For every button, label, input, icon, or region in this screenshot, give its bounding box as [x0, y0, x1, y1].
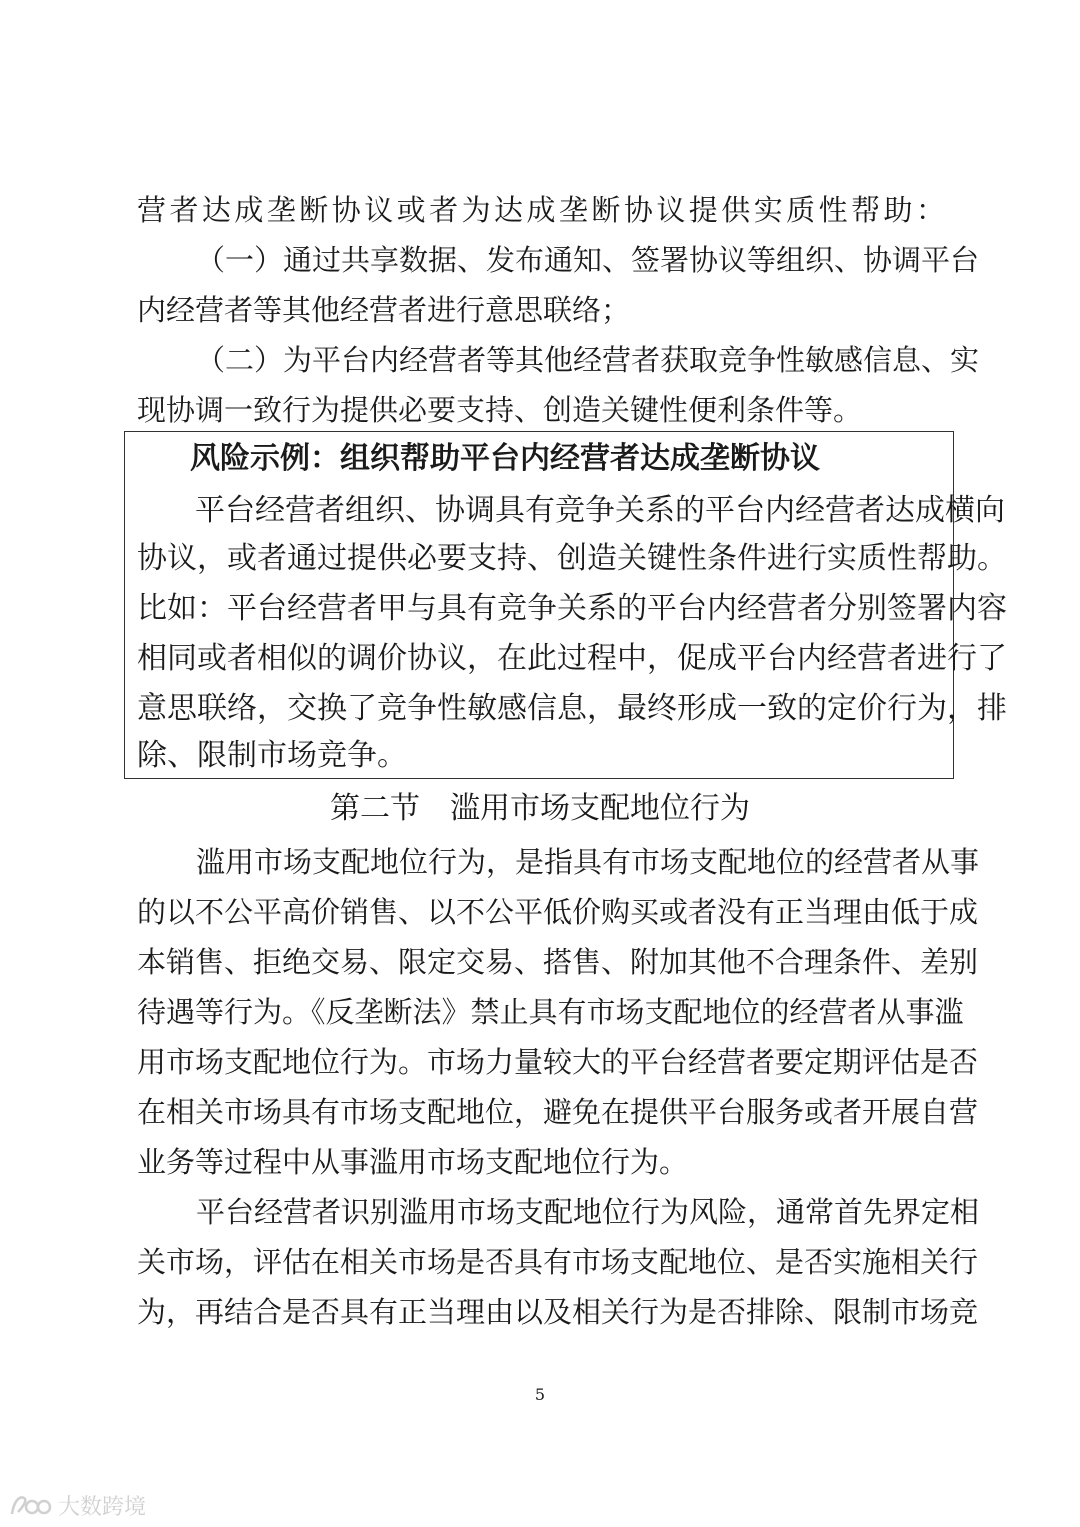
- page-number: 5: [534, 1385, 546, 1404]
- risk-example-line: 协议，或者通过提供必要支持、创造关键性条件进行实质性帮助。: [137, 541, 1007, 576]
- body-line: 的以不公平高价销售、以不公平低价购买或者没有正当理由低于成: [137, 895, 979, 929]
- body-line: 现协调一致行为提供必要支持、创造关键性便利条件等。: [137, 393, 863, 427]
- risk-example-line: 相同或者相似的调价协议，在此过程中，促成平台内经营者进行了: [137, 641, 1007, 676]
- body-line: 本销售、拒绝交易、限定交易、搭售、附加其他不合理条件、差别: [137, 945, 979, 979]
- body-line: 在相关市场具有市场支配地位，避免在提供平台服务或者开展自营: [137, 1095, 979, 1129]
- body-line: 业务等过程中从事滥用市场支配地位行为。: [137, 1145, 689, 1179]
- risk-example-line: 除、限制市场竞争。: [137, 738, 407, 773]
- body-line: 为，再结合是否具有正当理由以及相关行为是否排除、限制市场竞: [137, 1295, 979, 1329]
- body-line: 滥用市场支配地位行为，是指具有市场支配地位的经营者从事: [196, 845, 980, 879]
- body-line: 营者达成垄断协议或者为达成垄断协议提供实质性帮助：: [137, 193, 945, 227]
- risk-example-line: 意思联络，交换了竞争性敏感信息，最终形成一致的定价行为，排: [137, 691, 1007, 726]
- body-line: 平台经营者识别滥用市场支配地位行为风险，通常首先界定相: [196, 1195, 980, 1229]
- watermark-logo-icon: [10, 1492, 52, 1518]
- body-line: 待遇等行为。《反垄断法》禁止具有市场支配地位的经营者从事滥: [137, 995, 964, 1029]
- watermark-text: 大数跨境: [58, 1494, 147, 1520]
- body-line: 关市场，评估在相关市场是否具有市场支配地位、是否实施相关行: [137, 1245, 979, 1279]
- risk-example-title: 风险示例：组织帮助平台内经营者达成垄断协议: [190, 441, 820, 476]
- risk-example-line: 比如：平台经营者甲与具有竞争关系的平台内经营者分别签署内容: [137, 591, 1007, 626]
- body-line: （二）为平台内经营者等其他经营者获取竞争性敏感信息、实: [196, 343, 980, 377]
- risk-example-line: 平台经营者组织、协调具有竞争关系的平台内经营者达成横向: [195, 493, 1005, 528]
- watermark: [10, 1490, 146, 1520]
- body-line: 用市场支配地位行为。市场力量较大的平台经营者要定期评估是否: [137, 1045, 979, 1079]
- body-line: 内经营者等其他经营者进行意思联络；: [137, 293, 631, 327]
- section-heading: 第二节 滥用市场支配地位行为: [330, 791, 750, 826]
- body-line: （一）通过共享数据、发布通知、签署协议等组织、协调平台: [196, 243, 980, 277]
